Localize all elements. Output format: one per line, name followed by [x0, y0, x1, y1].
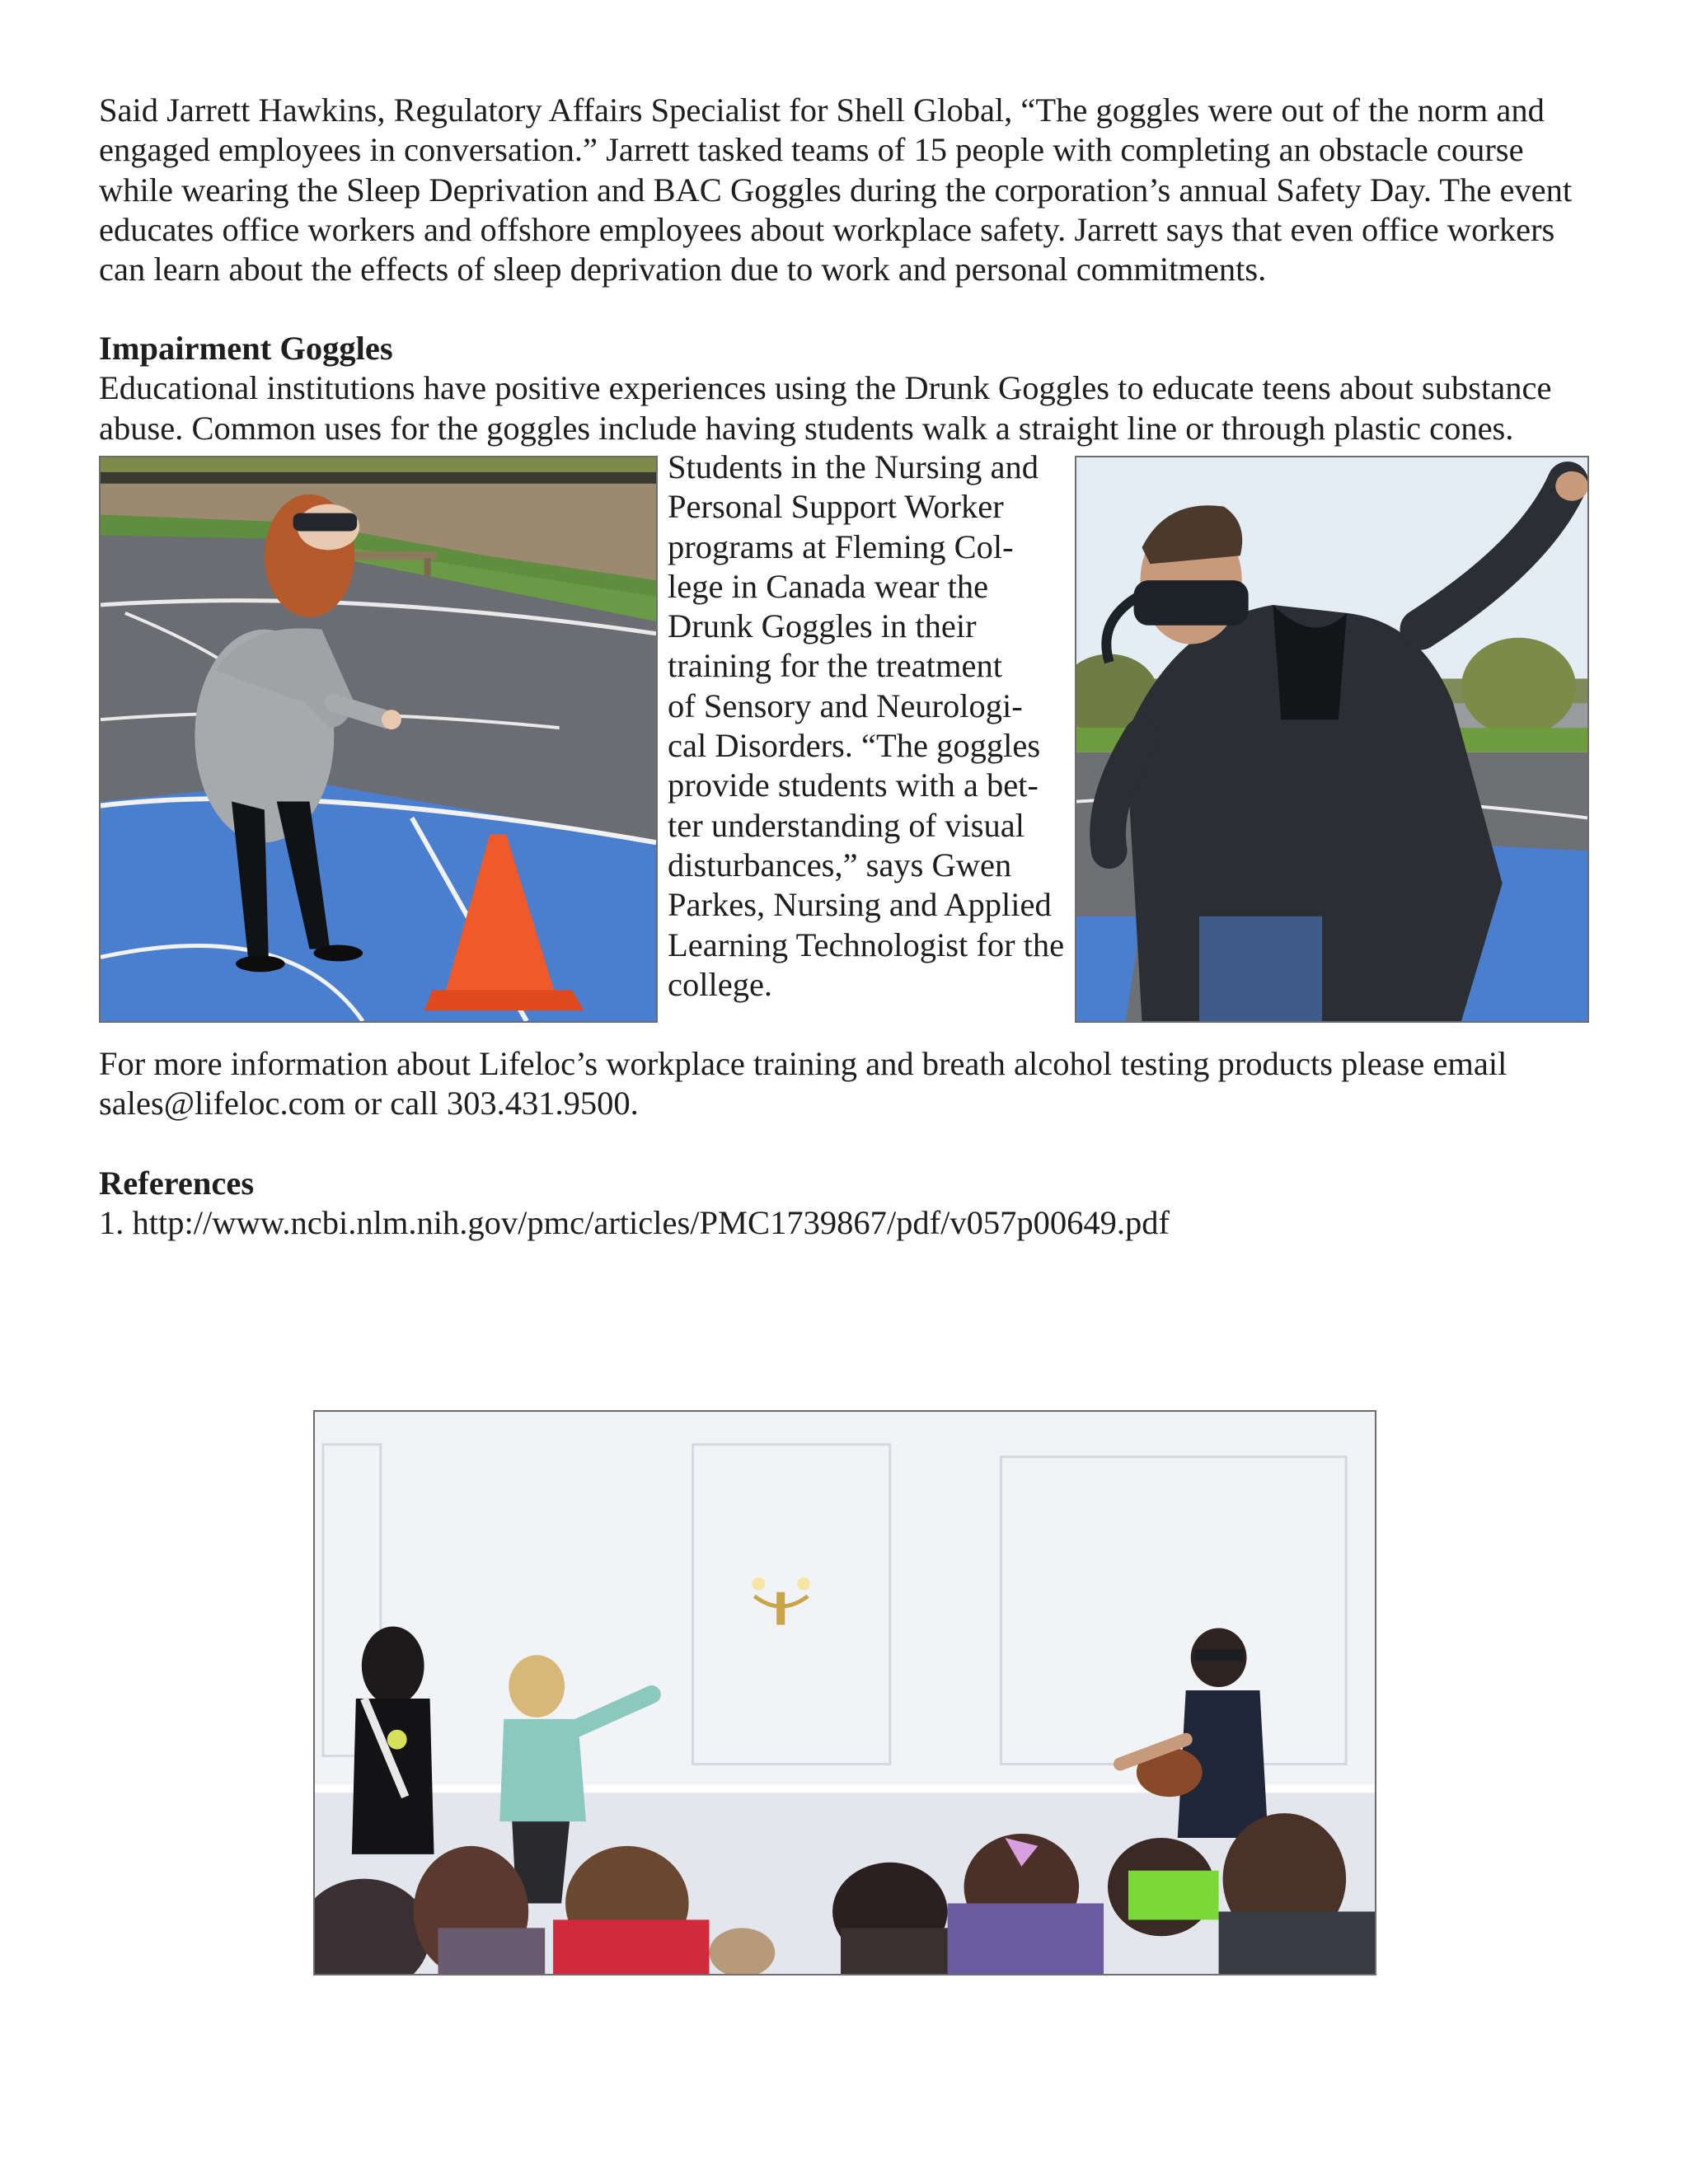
- intro-line: Said Jarrett Hawkins, Regulatory Affairs Specialist for Shell Global, “The goggles were out of the norm and: [99, 91, 1545, 129]
- column-line: cal Disorders. “The goggles: [668, 727, 1041, 765]
- column-line: Drunk Goggles in their: [668, 607, 977, 645]
- intro-paragraph: [99, 91, 1572, 289]
- intro-line: educates office workers and offshore employees about workplace safety. Jarrett says that even office workers: [99, 210, 1555, 248]
- fleming-college-column: [668, 448, 1064, 1005]
- column-line: lege in Canada wear the: [668, 567, 989, 605]
- contact-paragraph: [99, 1044, 1507, 1124]
- photo-auditorium-demonstration-image: [315, 1412, 1375, 1974]
- column-line: ter understanding of visual: [668, 806, 1025, 844]
- references-heading: References: [99, 1165, 255, 1202]
- impairment-line: abuse. Common uses for the goggles include having students walk a straight line or through plastic cones.: [99, 409, 1514, 447]
- column-line: Learning Technologist for the: [668, 926, 1065, 963]
- column-line: training for the treatment: [668, 647, 1002, 685]
- photo-woman-with-cone-image: [101, 457, 656, 1021]
- impairment-line: Educational institutions have positive experiences using the Drunk Goggles to educate teens about substance: [99, 369, 1552, 407]
- impairment-section: [99, 329, 1551, 448]
- column-line: Parkes, Nursing and Applied: [668, 886, 1052, 924]
- photo-auditorium-demonstration: [313, 1410, 1376, 1975]
- photo-man-with-goggles: [1075, 456, 1589, 1023]
- column-line: provide students with a bet-: [668, 766, 1039, 804]
- contact-line: sales@lifeloc.com or call 303.431.9500.: [99, 1085, 639, 1122]
- references-section: [99, 1164, 1170, 1244]
- photo-man-with-goggles-image: [1076, 457, 1587, 1021]
- photo-woman-with-cone: [99, 456, 658, 1023]
- section-heading: Impairment Goggles: [99, 330, 393, 367]
- contact-line: For more information about Lifeloc’s workplace training and breath alcohol testing products please email: [99, 1045, 1507, 1082]
- intro-line: can learn about the effects of sleep deprivation due to work and personal commitments.: [99, 251, 1267, 288]
- column-line: Personal Support Worker: [668, 488, 1004, 526]
- column-line: college.: [668, 965, 773, 1003]
- intro-line: engaged employees in conversation.” Jarrett tasked teams of 15 people with completing an obstacle course: [99, 131, 1524, 169]
- column-line: disturbances,” says Gwen: [668, 846, 1012, 883]
- reference-item: 1. http://www.ncbi.nlm.nih.gov/pmc/articles/PMC1739867/pdf/v057p00649.pdf: [99, 1204, 1170, 1242]
- column-line: Students in the Nursing and: [668, 448, 1039, 485]
- intro-line: while wearing the Sleep Deprivation and BAC Goggles during the corporation’s annual Safety Day. The event: [99, 171, 1573, 209]
- column-line: programs at Fleming Col-: [668, 527, 1014, 565]
- column-line: of Sensory and Neurologi-: [668, 687, 1023, 724]
